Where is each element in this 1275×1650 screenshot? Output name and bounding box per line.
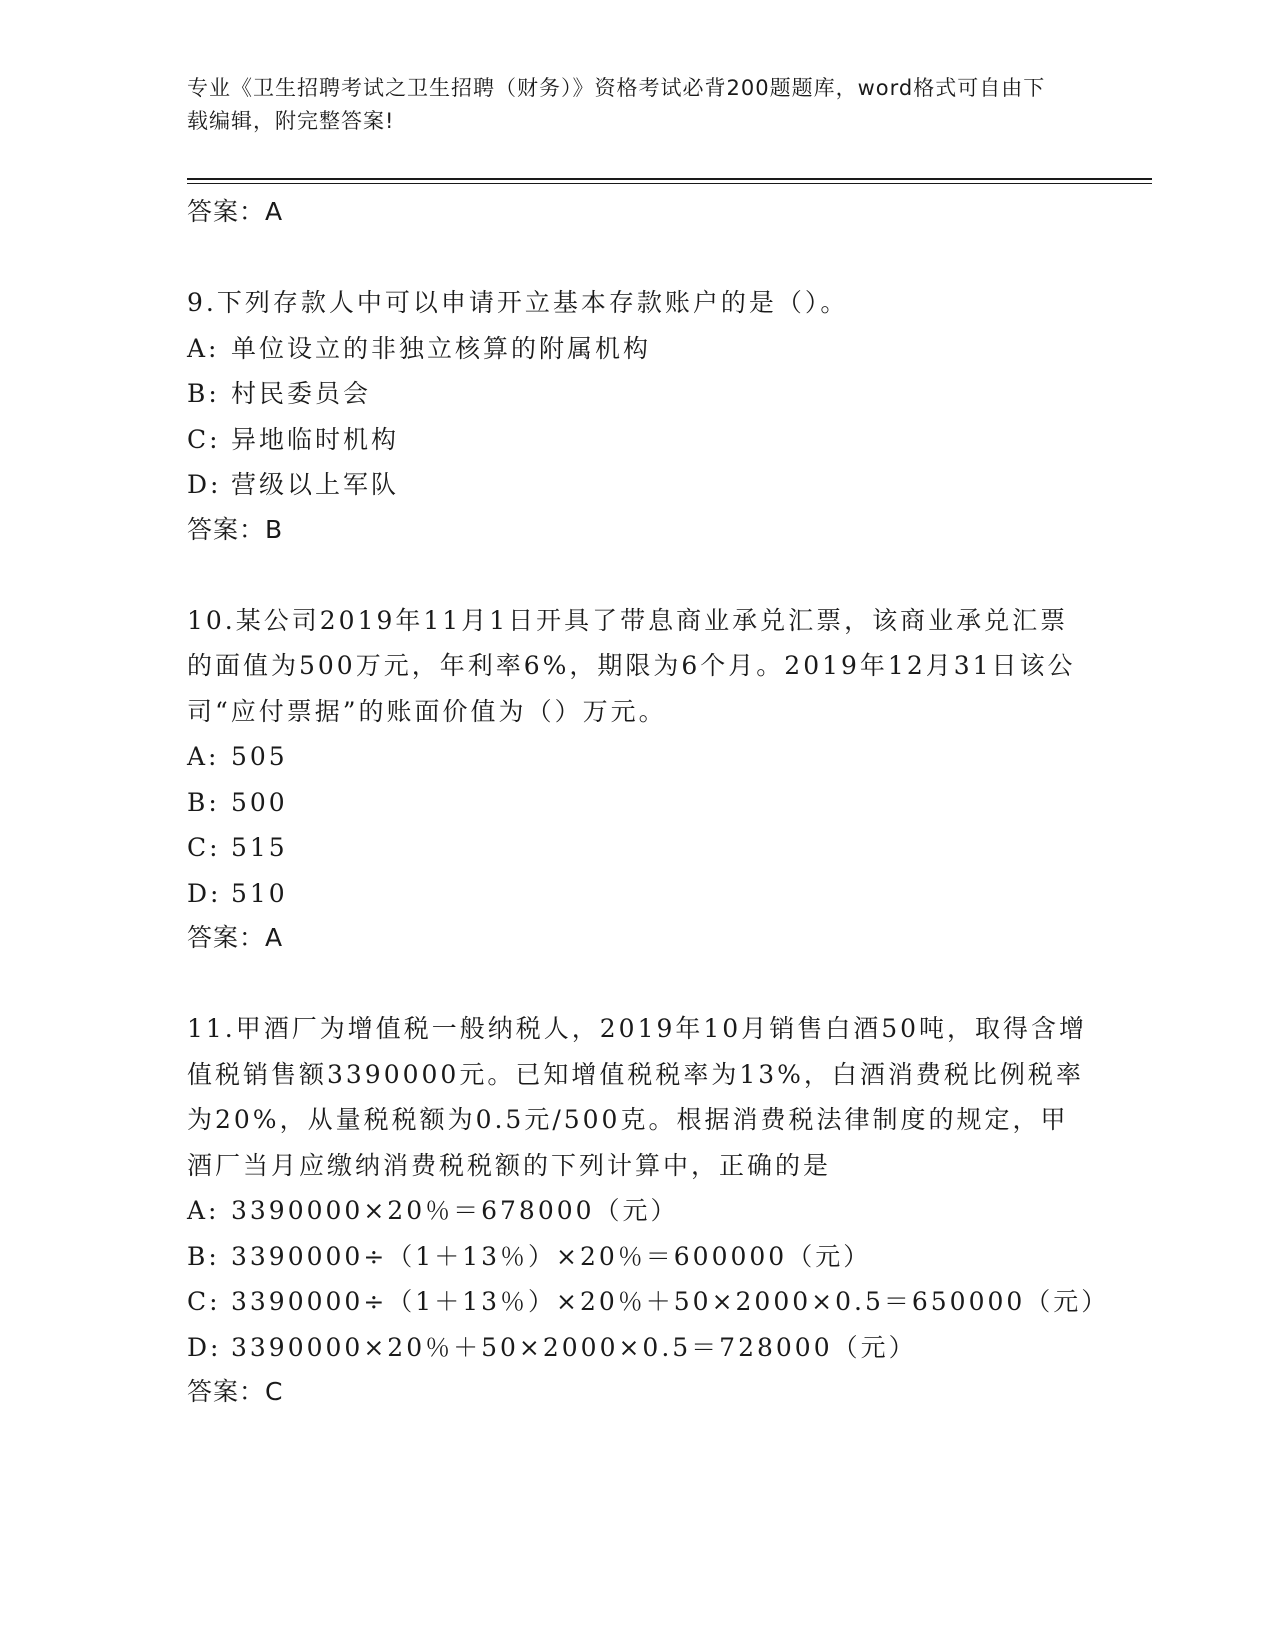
option-text: 505 bbox=[231, 742, 288, 771]
option-a bbox=[187, 734, 1087, 780]
option-b bbox=[187, 1234, 1087, 1280]
option-key: B: bbox=[187, 379, 220, 408]
previous-answer: 答案：A bbox=[187, 197, 284, 226]
question-stem: 9.下列存款人中可以申请开立基本存款账户的是（）。 bbox=[187, 288, 849, 317]
option-d bbox=[187, 871, 1087, 917]
option-text: 村民委员会 bbox=[231, 379, 372, 408]
option-b bbox=[187, 371, 1087, 417]
option-text: 510 bbox=[231, 878, 288, 908]
option-text: 3390000÷（1＋13％）×20％＝600000（元） bbox=[231, 1241, 872, 1271]
option-text: 异地临时机构 bbox=[231, 424, 400, 454]
answer: 答案：A bbox=[187, 923, 284, 952]
option-key: D: bbox=[187, 470, 222, 499]
header-rule-thick bbox=[187, 178, 1152, 180]
answer: 答案：C bbox=[187, 1377, 284, 1406]
header-rule-thin bbox=[187, 183, 1152, 184]
option-d bbox=[187, 1325, 1087, 1371]
option-key: A: bbox=[187, 1196, 220, 1225]
question-stem: 11.甲酒厂为增值税一般纳税人，2019年10月销售白酒50吨，取得含增值税销售额3390000元。已知增值税税率为13%，白酒消费税比例税率为20%，从量税税额为0.5元/500克。根据消费税法律制度的规定，甲酒厂当月应缴纳消费税税额的下列计算中，正确的是 bbox=[187, 1014, 1088, 1180]
spacer bbox=[187, 960, 1087, 1006]
question-9 bbox=[187, 280, 1087, 552]
option-key: A: bbox=[187, 333, 220, 363]
option-a bbox=[187, 1188, 1087, 1234]
option-text: 500 bbox=[231, 787, 288, 817]
option-key: C: bbox=[187, 424, 221, 454]
option-key: B: bbox=[187, 1241, 220, 1271]
option-d bbox=[187, 462, 1087, 508]
option-c bbox=[187, 1279, 1110, 1325]
option-key: D: bbox=[187, 878, 222, 908]
spacer bbox=[187, 552, 1087, 598]
option-b bbox=[187, 780, 1087, 826]
option-text: 3390000×20％＋50×2000×0.5＝728000（元） bbox=[231, 1332, 917, 1362]
question-10 bbox=[187, 598, 1087, 961]
option-text: 3390000×20％＝678000（元） bbox=[231, 1196, 679, 1225]
document-header bbox=[187, 72, 1067, 138]
option-c bbox=[187, 417, 1087, 463]
option-text: 单位设立的非独立核算的附属机构 bbox=[231, 333, 652, 363]
option-key: C: bbox=[187, 833, 221, 862]
option-text: 营级以上军队 bbox=[231, 470, 400, 499]
spacer bbox=[187, 234, 1087, 280]
question-list bbox=[187, 190, 1110, 1414]
header-title: 专业《卫生招聘考试之卫生招聘（财务）》资格考试必背200题题库，word格式可自由下载编辑，附完整答案! bbox=[187, 76, 1046, 133]
option-key: D: bbox=[187, 1332, 222, 1362]
option-text: 3390000÷（1＋13％）×20％＋50×2000×0.5＝650000（元） bbox=[231, 1287, 1110, 1316]
option-text: 515 bbox=[231, 833, 288, 862]
question-stem: 10.某公司2019年11月1日开具了带息商业承兑汇票，该商业承兑汇票的面值为500万元，年利率6%，期限为6个月。2019年12月31日该公司“应付票据”的账面价值为（）万元。 bbox=[187, 605, 1076, 726]
option-a bbox=[187, 326, 1087, 372]
option-c bbox=[187, 825, 1087, 871]
option-key: A: bbox=[187, 742, 220, 771]
question-11 bbox=[187, 1006, 1110, 1414]
answer: 答案：B bbox=[187, 514, 284, 544]
option-key: C: bbox=[187, 1287, 221, 1316]
option-key: B: bbox=[187, 787, 220, 817]
